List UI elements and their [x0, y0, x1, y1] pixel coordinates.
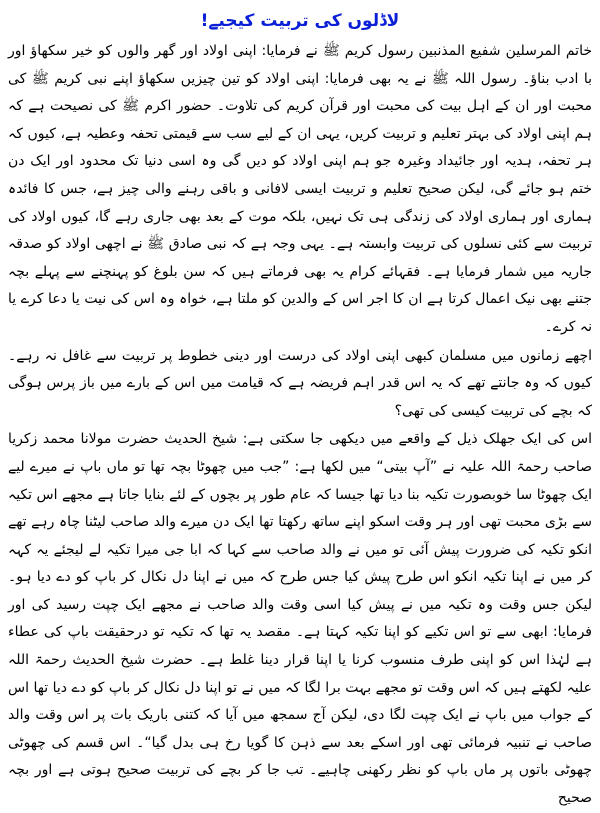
article-paragraph-3: اس کی ایک جھلک ذیل کے واقعے میں دیکھی جا سکتی ہے: شیخ الحدیث حضرت مولانا محمد زکریا صاحب رحمۃ اللہ علیہ نے ”آپ بیتی“ میں لکھا ہے: ”جب میں چھوٹا بچہ تھا تو ماں باپ نے میرے لیے ایک چھوٹا سا خوبصورت تکیہ بنا دیا تھا جیسا کہ عام طور پر بچوں کے لئے بنایا جاتا ہے مجھے اس تکیہ سے بڑی محبت تھی اور ہر وقت اسکو اپنے ساتھ رکھتا تھا ایک دن میرے والد صاحب لیٹنا چاہ رہے تھے انکو تکیہ کی ضرورت پیش آئی تو میں نے والد صاحب سے کہا کہ ابا جی میرا تکیہ لے لیجئے یہ کہہ کر میں نے اپنا تکیہ انکو اس طرح پیش کیا جس طرح کہ میں نے اپنا دل نکال کر باپ کو دے دیا ہو۔ لیکن جس وقت وہ تکیہ میں نے پیش کیا اسی وقت والد صاحب نے مجھے ایک چپت رسید کی اور فرمایا: ابھی سے تو اس تکیے کو اپنا تکیہ کہتا ہے۔ مقصد یہ تھا کہ تکیہ تو درحقیقت باپ کی عطاء ہے لہٰذا اس کو اپنی طرف منسوب کرنا یا اپنا قرار دینا غلط ہے۔ حضرت شیخ الحدیث رحمۃ اللہ علیہ لکھتے ہیں کہ اس وقت تو مجھے بہت برا لگا کہ میں نے تو اپنا دل نکال کر باپ کو دے دیا تھا اس کے جواب میں باپ نے ایک چپت لگا دی، لیکن آج سمجھ میں آیا کہ کتنی باریک بات پر اس وقت والد صاحب نے تنبیہ فرمائی تھی اور اسکے بعد سے ذہن کا گویا رخ ہی بدل گیا“۔ اس قسم کی چھوٹی چھوٹی باتوں پر ماں باپ کو نظر رکھنی چاہیے۔ تب جا کر بچے کی تربیت صحیح ہوتی ہے اور بچہ صحیح [8, 431, 592, 807]
article-paragraph-2: اچھے زمانوں میں مسلمان کبھی اپنی اولاد کی درست اور دینی خطوط پر تربیت سے غافل نہ رہے۔ کیوں کہ وہ جانتے تھے کہ یہ اس قدر اہم فریضہ ہے کہ قیامت میں اس کے بارے میں باز پرس ہوگی کہ بچے کی تربیت کیسی کی تھی؟ [8, 347, 592, 419]
article-title: لاڈلوں کی تربیت کیجیے! [200, 11, 400, 31]
article-paragraph-1: خاتم المرسلین شفیع المذنبین رسول کریم ﷺ نے فرمایا: اپنی اولاد اور گھر والوں کو خیر سکھاؤ اور با ادب بناؤ۔ رسول اللہ ﷺ نے یہ بھی فرمایا: اپنی اولاد کو تین چیزیں سکھاؤ اپنے نبی کریم ﷺ کی محبت اور ان کے اہل بیت کی محبت اور قرآن کریم کی تلاوت۔ حضور اکرم ﷺ کی نصیحت ہے کہ ہم اپنی اولاد کی بہتر تعلیم و تربیت کریں، یہی ان کے لیے سب سے قیمتی تحفہ وعطیہ ہے، کیوں کہ ہر تحفہ، ہدیہ اور جائیداد وغیرہ جو ہم اپنی اولاد کو دیں گی وہ اسی دنیا تک محدود اور ایک دن ختم ہو جائے گی، لیکن صحیح تعلیم و تربیت ایسی لافانی و باقی رہنے والی چیز ہے، جس کا فائدہ ہماری اور ہماری اولاد کی زندگی ہی تک نہیں، بلکہ موت کے بعد بھی جاری رہے گا، کیوں اولاد کی تربیت سے کئی نسلوں کی تربیت وابستہ ہے۔ یہی وجہ ہے کہ نبی صادق ﷺ نے اچھی اولاد کو صدقہ جاریہ میں شمار فرمایا ہے۔ فقہائے کرام یہ بھی فرماتے ہیں کہ سن بلوغ کو پہنچنے سے پہلے بچہ جتنے بھی نیک اعمال کرتا ہے ان کا اجر اس کے والدین کو ملتا ہے، خواہ وہ اس کی نیت یا دعا کرے یا نہ کرے۔ [8, 43, 592, 335]
article-page [8, 8, 592, 807]
